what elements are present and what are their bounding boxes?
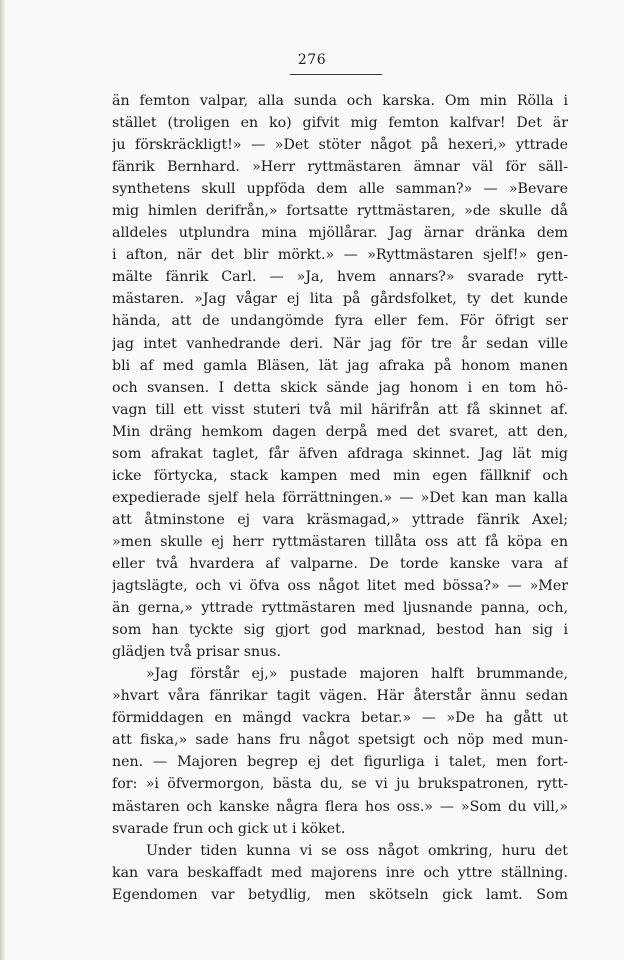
text-line: och svansen. I detta skick sände jag honom i en tom hö-	[112, 379, 568, 396]
text-line: ju förskräckligt!» — »Det stöter något på hexeri,» yttrade	[112, 137, 568, 154]
text-line: som han tyckte sig gjort god marknad, bestod han sig i	[112, 622, 568, 639]
text-line: jagtslägte, och vi öfva oss något litet med bössa?» — »Mer	[112, 578, 568, 595]
text-line: förmiddagen en mängd vackra betar.» — »De ha gått ut	[112, 710, 568, 727]
text-line: fänrik Bernhard. »Herr ryttmästaren ämnar väl för säll-	[112, 159, 568, 176]
text-line: nen. — Majoren begrep ej det figurliga i talet, men fort-	[112, 754, 568, 771]
text-line: stället (troligen en ko) gifvit mig femton kalfvar! Det är	[112, 115, 568, 132]
page-number-rule	[290, 74, 382, 75]
text-line: än gerna,» yttrade ryttmästaren med ljusnande panna, och,	[112, 600, 568, 617]
text-line: som afrakat taglet, får äfven afdraga skinnet. Jag lät mig	[112, 445, 568, 462]
text-line: alldeles utplundra mina mjöllårar. Jag ärnar dränka dem	[112, 225, 568, 242]
text-line: synthetens skull uppföda dem alle samman?» — »Bevare	[112, 181, 568, 198]
text-line: mästaren. »Jag vågar ej lita på gårdsfolket, ty det kunde	[112, 291, 568, 308]
text-line: att åtminstone ej vara kräsmagad,» yttrade fänrik Axel;	[112, 511, 568, 528]
text-line: att fiska,» sade hans fru något spetsigt och nöp med mun-	[112, 732, 568, 749]
text-line: hända, att de undangömde fyra eller fem. För öfrigt ser	[112, 313, 568, 330]
text-line: mälte fänrik Carl. — »Ja, hvem annars?» svarade rytt-	[112, 269, 568, 286]
paragraph-first-line: »Jag förstår ej,» pustade majoren halft brummande,	[146, 666, 568, 683]
paragraph-first-line: Under tiden kunna vi se oss något omkring, huru det	[146, 842, 568, 859]
paragraph-last-line: svarade frun och gick ut i köket.	[112, 820, 346, 837]
text-line: jag intet vanhedrande deri. När jag för tre år sedan ville	[112, 335, 568, 352]
text-line: vagn till ett visst stuteri två mil härifrån att få skinnet af.	[112, 401, 568, 418]
text-line: »men skulle ej herr ryttmästaren tillåta oss att få köpa en	[112, 533, 568, 550]
text-line: expedierade sjelf hela förrättningen.» — »Det kan man kalla	[112, 489, 568, 506]
text-line: Min dräng hemkom dagen derpå med det svaret, att den,	[112, 423, 568, 440]
page-binding-edge	[0, 0, 6, 960]
text-line: kan vara beskaffadt med majorens inre och yttre ställning.	[112, 864, 568, 881]
text-line: än femton valpar, alla sunda och karska. Om min Rölla i	[112, 93, 568, 109]
text-line: i afton, när det blir mörkt.» — »Ryttmästaren sjelf!» gen-	[112, 247, 568, 264]
text-line: mig himlen derifrån,» fortsatte ryttmästaren, »de skulle då	[112, 203, 568, 220]
text-line: eller två hvardera af valparne. De torde kanske vara af	[112, 555, 568, 572]
page-number: 276	[297, 52, 327, 68]
text-line: for: »i öfvermorgon, bästa du, se vi ju brukspatronen, rytt-	[112, 776, 568, 793]
paragraph-last-line: glädjen två prisar snus.	[112, 644, 282, 661]
text-line: mästaren och kanske några flera hos oss.» — »Som du vill,»	[112, 798, 568, 815]
text-line: »hvart våra fänrikar tagit vägen. Här återstår ännu sedan	[112, 688, 568, 705]
text-line: icke förtycka, stack kampen med min egen fällknif och	[112, 467, 568, 484]
text-line: bli af med gamla Bläsen, lät jag afraka på honom manen	[112, 357, 568, 374]
text-line: Egendomen var betydlig, men skötseln gick lamt. Som	[112, 886, 568, 903]
body-text	[112, 90, 568, 906]
